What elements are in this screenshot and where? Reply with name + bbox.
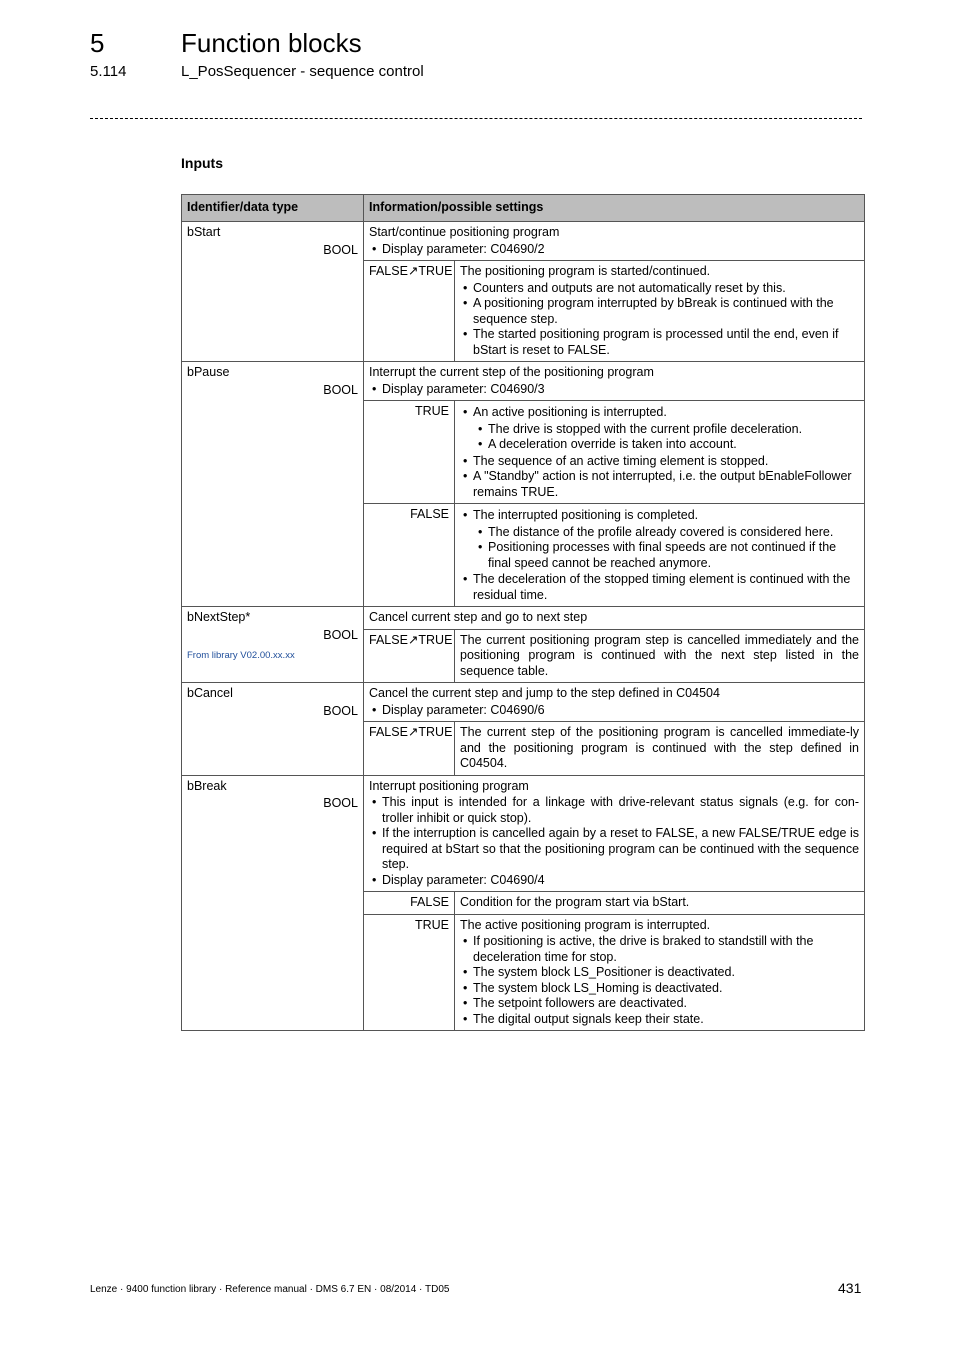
state-value: TRUE — [364, 914, 455, 1031]
library-version-note: From library V02.00.xx.xx — [187, 650, 295, 661]
state-text: The positioning program is started/continued. — [460, 264, 711, 278]
description-list — [369, 382, 859, 398]
list-item: • Display parameter: C04690/6 — [369, 703, 859, 719]
identifier-cell — [182, 607, 364, 683]
description-text: Cancel the current step and jump to the step defined in C04504 — [369, 686, 720, 700]
list-item: • The drive is stopped with the current profile deceleration. — [473, 422, 859, 438]
description-cell — [364, 607, 865, 630]
state-description — [455, 914, 865, 1031]
table-row-bstart — [182, 222, 865, 261]
identifier-name: bStart — [187, 225, 221, 239]
state-description — [455, 892, 865, 915]
state-list — [460, 405, 859, 421]
list-item: • The setpoint followers are deactivated. — [460, 996, 859, 1012]
data-type: BOOL — [323, 382, 358, 397]
data-type: BOOL — [323, 627, 358, 642]
state-value: TRUE — [364, 401, 455, 504]
state-list — [460, 454, 859, 501]
list-item: • The system block LS_Homing is deactivated. — [460, 981, 859, 997]
state-value: FALSE — [364, 504, 455, 607]
description-cell — [364, 683, 865, 722]
col-identifier-header: Identifier/data type — [182, 195, 364, 222]
identifier-cell — [182, 683, 364, 776]
state-text: Condition for the program start via bStart. — [460, 895, 690, 909]
identifier-name: bCancel — [187, 686, 233, 700]
state-list — [460, 934, 859, 1027]
list-item: • Positioning processes with final speeds are not continued if the final speed cannot be reached anymore. — [473, 540, 859, 571]
description-text: Cancel current step and go to next step — [369, 610, 588, 624]
list-item: • The digital output signals keep their state. — [460, 1012, 859, 1028]
identifier-name: bBreak — [187, 778, 227, 793]
state-list — [460, 508, 859, 524]
state-text: The current positioning program step is cancelled immediately and the positioning program is continued with the next step listed in the sequence table. — [460, 632, 860, 678]
table-row-bbreak — [182, 775, 865, 892]
footer-document-info: Lenze · 9400 function library · Reference manual · DMS 6.7 EN · 08/2014 · TD05 — [90, 1284, 450, 1295]
list-item: • Display parameter: C04690/4 — [369, 873, 859, 889]
description-cell — [364, 362, 865, 401]
state-list — [460, 281, 859, 359]
state-sublist — [473, 525, 859, 572]
description-list — [369, 795, 859, 888]
list-item: • The distance of the profile already covered is considered here. — [473, 525, 859, 541]
description-cell — [364, 775, 865, 892]
list-item: • The started positioning program is processed until the end, even if bStart is reset to FALSE. — [460, 327, 859, 358]
description-cell — [364, 222, 865, 261]
state-description — [455, 261, 865, 362]
page-number: 431 — [838, 1280, 862, 1296]
list-item: • The interrupted positioning is completed. — [460, 508, 859, 524]
state-value: FALSE↗TRUE — [364, 629, 455, 683]
list-item: • A positioning program interrupted by bBreak is continued with the sequence step. — [460, 296, 859, 327]
state-text: The active positioning program is interrupted. — [460, 917, 711, 932]
list-item: • This input is intended for a linkage with drive-relevant status signals (e.g. for con-troller inhibit or quick stop). — [369, 795, 859, 826]
data-type: BOOL — [323, 242, 358, 257]
identifier-name: bNextStep* — [187, 610, 251, 624]
list-item: • If positioning is active, the drive is braked to standstill with the deceleration time for stop. — [460, 934, 859, 965]
list-item: • A deceleration override is taken into account. — [473, 437, 859, 453]
state-list — [460, 572, 859, 603]
list-item: • If the interruption is cancelled again by a reset to FALSE, a new FALSE/TRUE edge is required at bStart so that the positioning program can be continued with the sequence step. — [369, 826, 859, 873]
state-description — [455, 629, 865, 683]
state-value: FALSE — [364, 892, 455, 915]
table-header-row — [182, 195, 865, 222]
description-text: Interrupt the current step of the positioning program — [369, 365, 654, 379]
list-item: • The system block LS_Positioner is deactivated. — [460, 965, 859, 981]
state-sublist — [473, 422, 859, 453]
section-number: 5.114 — [90, 63, 127, 80]
state-value: FALSE↗TRUE — [364, 722, 455, 776]
table-row-bnextstep — [182, 607, 865, 630]
inputs-heading: Inputs — [181, 155, 223, 171]
identifier-cell — [182, 775, 364, 1031]
inputs-table — [181, 194, 865, 1031]
list-item: • The deceleration of the stopped timing element is continued with the residual time. — [460, 572, 859, 603]
state-description — [455, 722, 865, 776]
data-type: BOOL — [323, 796, 358, 810]
state-description — [455, 401, 865, 504]
identifier-name: bPause — [187, 365, 230, 379]
list-item: • Display parameter: C04690/3 — [369, 382, 859, 398]
list-item: • Counters and outputs are not automatically reset by this. — [460, 281, 859, 297]
identifier-cell — [182, 222, 364, 362]
list-item: • The sequence of an active timing element is stopped. — [460, 454, 859, 470]
section-title: L_PosSequencer - sequence control — [181, 63, 424, 80]
state-description — [455, 504, 865, 607]
col-info-header: Information/possible settings — [364, 195, 865, 222]
description-list — [369, 242, 859, 258]
chapter-title: Function blocks — [181, 28, 362, 58]
identifier-cell — [182, 362, 364, 607]
state-text: The current step of the positioning program is cancelled immediate-ly and the positioning program is continued with the step defined in C04504. — [460, 725, 860, 770]
description-text: Interrupt positioning program — [369, 778, 529, 793]
chapter-number: 5 — [90, 28, 105, 58]
list-item: • An active positioning is interrupted. — [460, 405, 859, 421]
list-item: • Display parameter: C04690/2 — [369, 242, 859, 258]
table-row-bcancel — [182, 683, 865, 722]
description-list — [369, 703, 859, 719]
state-value: FALSE↗TRUE — [364, 261, 455, 362]
table-row-bpause — [182, 362, 865, 401]
header-divider — [90, 118, 862, 119]
data-type: BOOL — [323, 703, 358, 718]
list-item: • A "Standby" action is not interrupted, i.e. the output bEnableFollower remains TRUE. — [460, 469, 859, 500]
description-text: Start/continue positioning program — [369, 225, 560, 239]
